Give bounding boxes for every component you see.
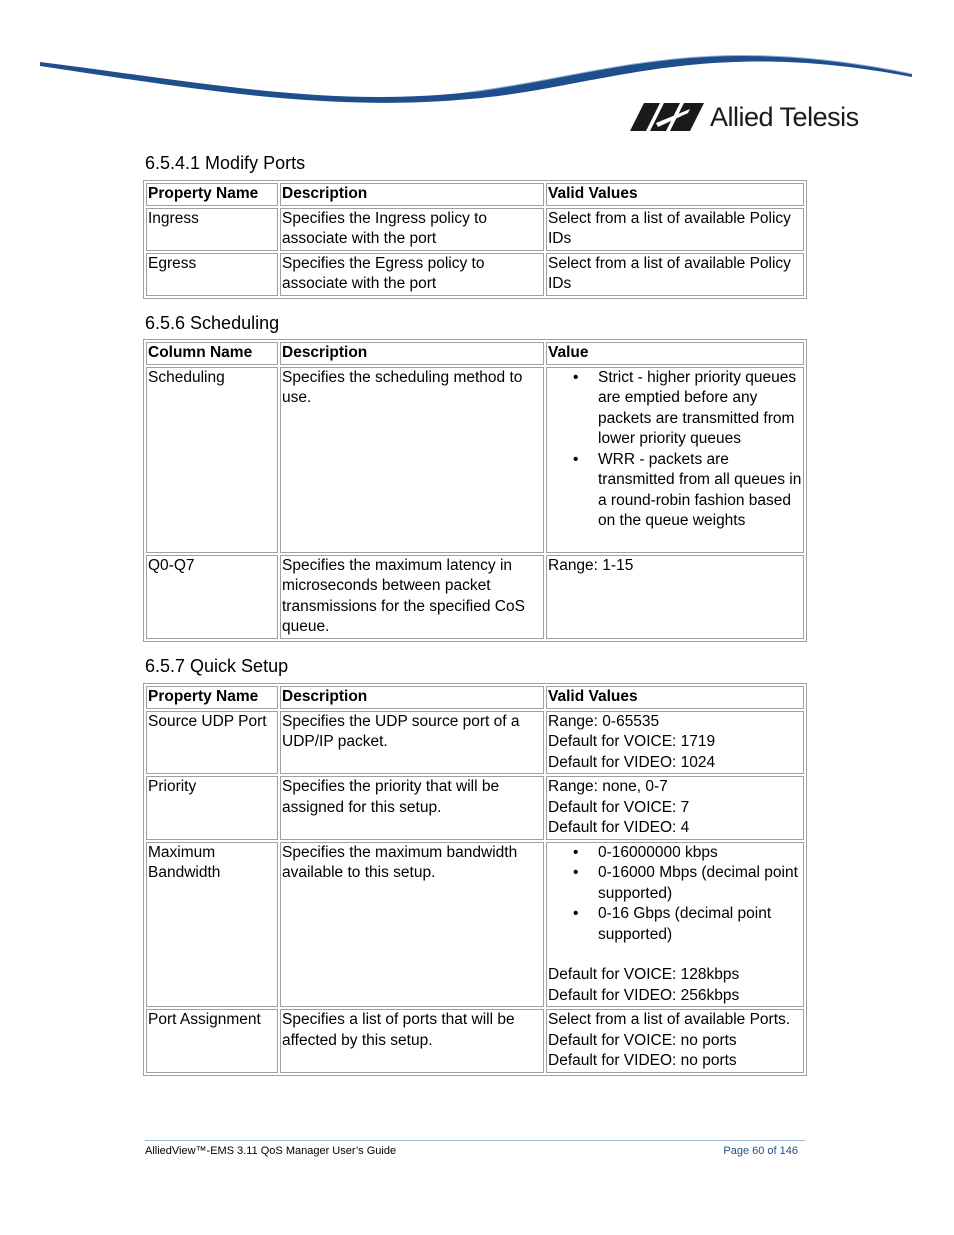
value-line: Default for VOICE: 128kbps	[548, 966, 740, 983]
modify-ports-heading: 6.5.4.1 Modify Ports	[145, 153, 306, 173]
value-line: Default for VIDEO: 1024	[548, 753, 716, 771]
footer-guide-title: AlliedView™-EMS 3.11 QoS Manager User’s Guide	[145, 1145, 397, 1157]
value-line: Default for VIDEO: 256kbps	[548, 986, 740, 1004]
description-cell: Specifies the maximum bandwidth available to this setup.	[280, 842, 544, 1008]
valid-values-cell	[546, 842, 804, 1008]
scheduling-table	[143, 339, 807, 642]
column-name-cell: Q0-Q7	[146, 555, 278, 639]
quick-setup-section	[145, 655, 808, 1076]
table-row	[146, 711, 804, 775]
description-cell: Specifies the Egress policy to associate with the port	[280, 253, 544, 296]
value-line: Range: none, 0-7	[548, 778, 668, 795]
scheduling-section	[145, 312, 808, 642]
table-header-row	[146, 686, 804, 709]
table-header-row	[146, 183, 804, 206]
column-header: Valid Values	[546, 183, 804, 206]
modify-ports-section	[145, 152, 808, 299]
description-cell: Specifies the priority that will be assigned for this setup.	[280, 776, 544, 840]
description-cell: Specifies the scheduling method to use.	[280, 367, 544, 553]
scheduling-heading: 6.5.6 Scheduling	[145, 313, 280, 333]
property-name-cell: Port Assignment	[146, 1009, 278, 1073]
property-name-cell: Source UDP Port	[146, 711, 278, 775]
brand-name: Allied Telesis	[710, 102, 859, 132]
allied-telesis-logo	[630, 100, 859, 134]
description-cell: Specifies the UDP source port of a UDP/IP packet.	[280, 711, 544, 775]
value-line: Default for VOICE: no ports	[548, 1031, 737, 1049]
valid-values-cell	[546, 711, 804, 775]
valid-values-cell	[546, 1009, 804, 1073]
column-header: Property Name	[146, 183, 278, 206]
property-name-cell: Egress	[146, 253, 278, 296]
table-row	[146, 367, 804, 553]
value-line: Select from a list of available Ports.	[548, 1011, 791, 1028]
description-cell: Specifies the Ingress policy to associate with the port	[280, 208, 544, 251]
valid-values-cell: Select from a list of available Policy IDs	[546, 253, 804, 296]
value-line: Default for VOICE: 1719	[548, 733, 716, 750]
quick-setup-table	[143, 683, 807, 1076]
list-item: • 0-16000 Mbps (decimal point supported)	[598, 863, 802, 904]
list-item: • WRR - packets are transmitted from all queues in a round-robin fashion based on the queue weights	[598, 450, 802, 532]
table-row	[146, 208, 804, 251]
valid-values-cell: Select from a list of available Policy IDs	[546, 208, 804, 251]
list-item: • 0-16 Gbps (decimal point supported)	[598, 904, 802, 945]
property-name-cell: Priority	[146, 776, 278, 840]
value-cell	[546, 367, 804, 553]
table-row	[146, 253, 804, 296]
value-line: Default for VIDEO: no ports	[548, 1052, 737, 1069]
allied-telesis-mark-icon	[630, 103, 704, 131]
table-row	[146, 1009, 804, 1073]
header-swoosh	[0, 0, 954, 110]
list-item: • 0-16000000 kbps	[598, 843, 802, 864]
table-row	[146, 776, 804, 840]
footer-page-number: Page 60 of 146	[723, 1145, 798, 1157]
table-row	[146, 842, 804, 1008]
description-cell: Specifies the maximum latency in microseconds between packet transmissions for the specified CoS queue.	[280, 555, 544, 639]
table-row	[146, 555, 804, 639]
property-name-cell: Ingress	[146, 208, 278, 251]
column-header: Valid Values	[546, 686, 804, 709]
column-header: Value	[546, 342, 804, 365]
column-header: Description	[280, 342, 544, 365]
column-header: Column Name	[146, 342, 278, 365]
property-name-cell: Maximum Bandwidth	[146, 842, 278, 1008]
value-line: Default for VIDEO: 4	[548, 819, 690, 836]
column-header: Description	[280, 183, 544, 206]
table-header-row	[146, 342, 804, 365]
list-item: • Strict - higher priority queues are emptied before any packets are transmitted from lower priority queues	[598, 368, 802, 450]
value-cell: Range: 1-15	[546, 555, 804, 639]
column-header: Description	[280, 686, 544, 709]
value-line: Range: 0-65535	[548, 712, 660, 730]
valid-values-cell	[546, 776, 804, 840]
column-name-cell: Scheduling	[146, 367, 278, 553]
description-cell: Specifies a list of ports that will be affected by this setup.	[280, 1009, 544, 1073]
column-header: Property Name	[146, 686, 278, 709]
quick-setup-heading: 6.5.7 Quick Setup	[145, 656, 289, 676]
footer-divider	[145, 1140, 805, 1141]
modify-ports-table	[143, 180, 807, 299]
value-line: Default for VOICE: 7	[548, 798, 690, 816]
